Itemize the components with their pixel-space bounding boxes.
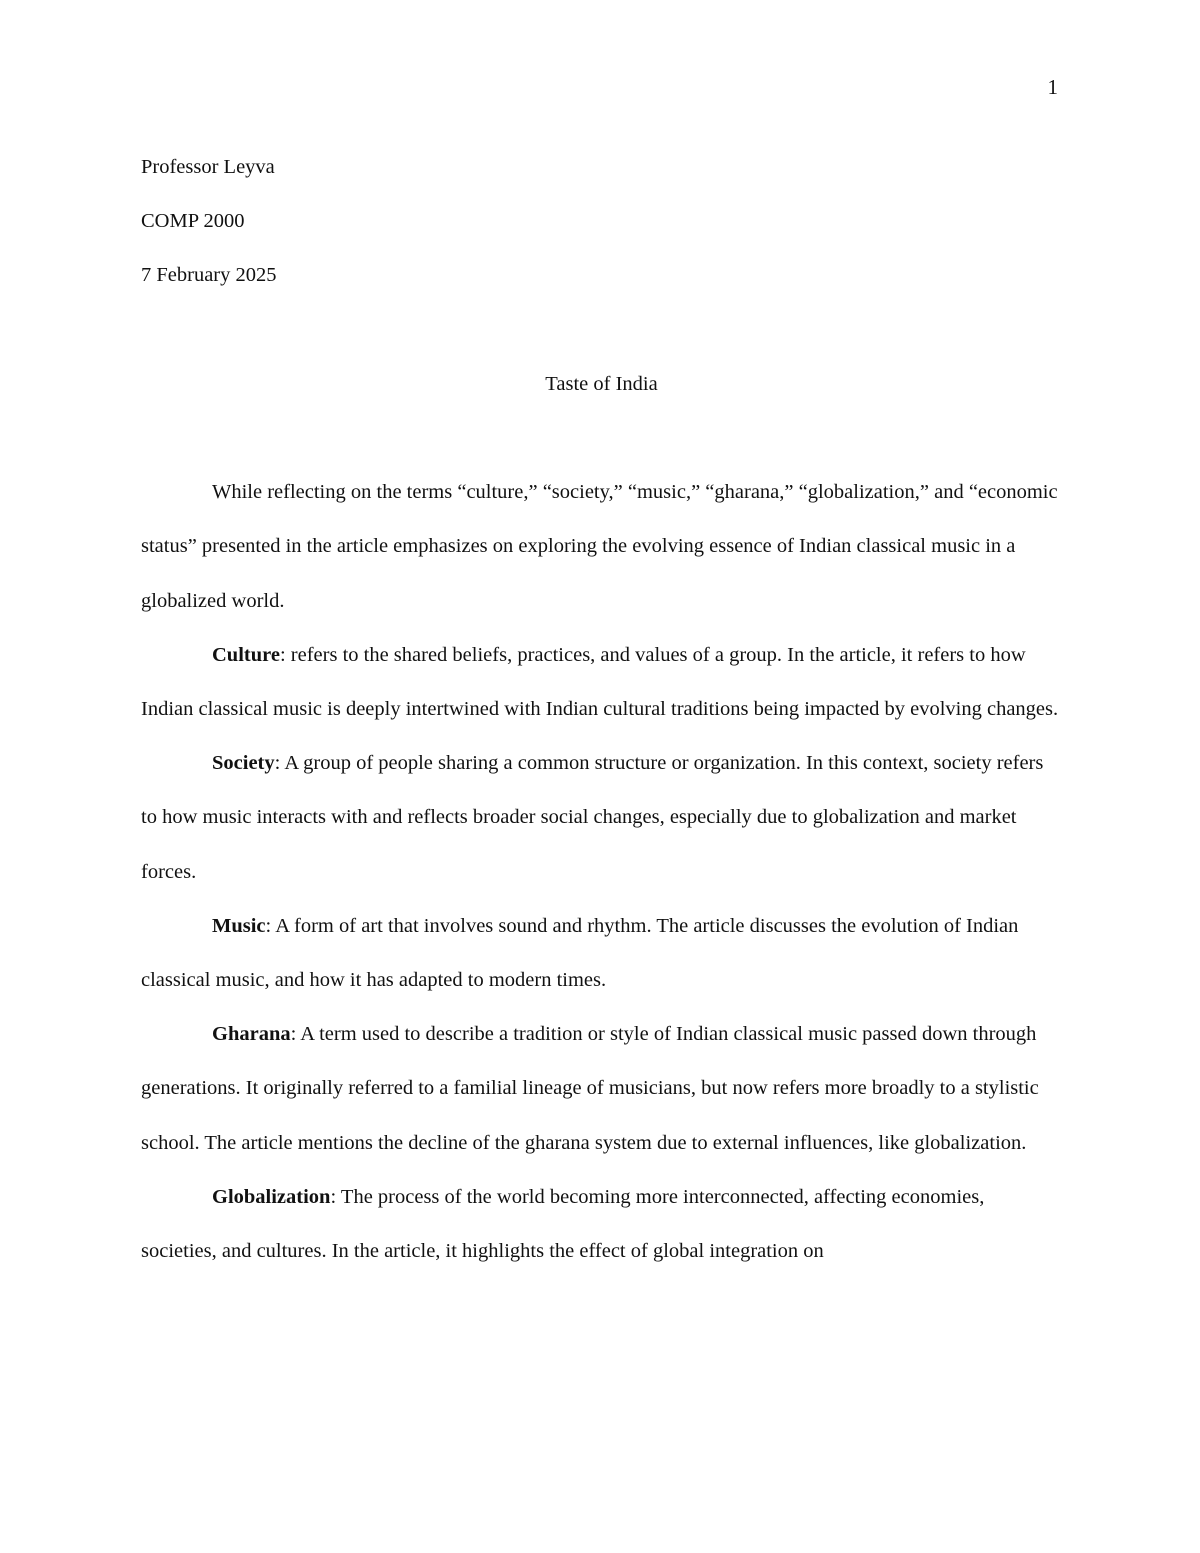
term-label: Globalization [212,1185,331,1208]
instructor-name: Professor Leyva [141,156,275,178]
course-name: COMP 2000 [141,210,245,233]
term-label: Gharana [212,1023,291,1046]
definition-text: : The process of the world becoming more interconnected, affecting economies, societies, and cultures. In the article, it highlights the effect of global integration on [141,1185,985,1263]
definition-text: : A term used to describe a tradition or style of Indian classical music passed down through generations. It originally referred to a familial lineage of musicians, but now refers more broadly to a stylistic school. The article mentions the decline of the gharana system due to external influences, like globalization. [141,1023,1039,1154]
definition-text: : A form of art that involves sound and rhythm. The article discusses the evolution of Indian classical music, and how it has adapted to modern times. [141,914,1019,992]
definition-paragraph-globalization [141,1170,1062,1278]
definition-paragraph-society [141,736,1062,899]
document-body [141,140,1062,1278]
definition-paragraph-music [141,899,1062,1007]
intro-paragraph: While reflecting on the terms “culture,” “society,” “music,” “gharana,” “globalization,” and “economic status” presented in the article emphasizes on exploring the evolving essence of Indian classical music in a globalized world. [141,481,1058,612]
definition-text: : refers to the shared beliefs, practices, and values of a group. In the article, it refers to how Indian classical music is deeply intertwined with Indian cultural traditions being impacted by evolving changes. [141,643,1059,720]
definition-paragraph-culture [141,628,1062,736]
term-label: Society [212,752,275,775]
definition-text: : A group of people sharing a common structure or organization. In this context, society refers to how music interacts with and reflects broader social changes, especially due to globalization and market forces. [141,752,1044,883]
page-number: 1 [1047,75,1058,99]
term-label: Culture [212,643,280,666]
spacer [141,303,1062,357]
term-label: Music [212,914,266,937]
spacer [141,411,1062,465]
document-date: 7 February 2025 [141,264,277,287]
document-title: Taste of India [545,372,658,395]
definition-paragraph-gharana [141,1007,1062,1170]
